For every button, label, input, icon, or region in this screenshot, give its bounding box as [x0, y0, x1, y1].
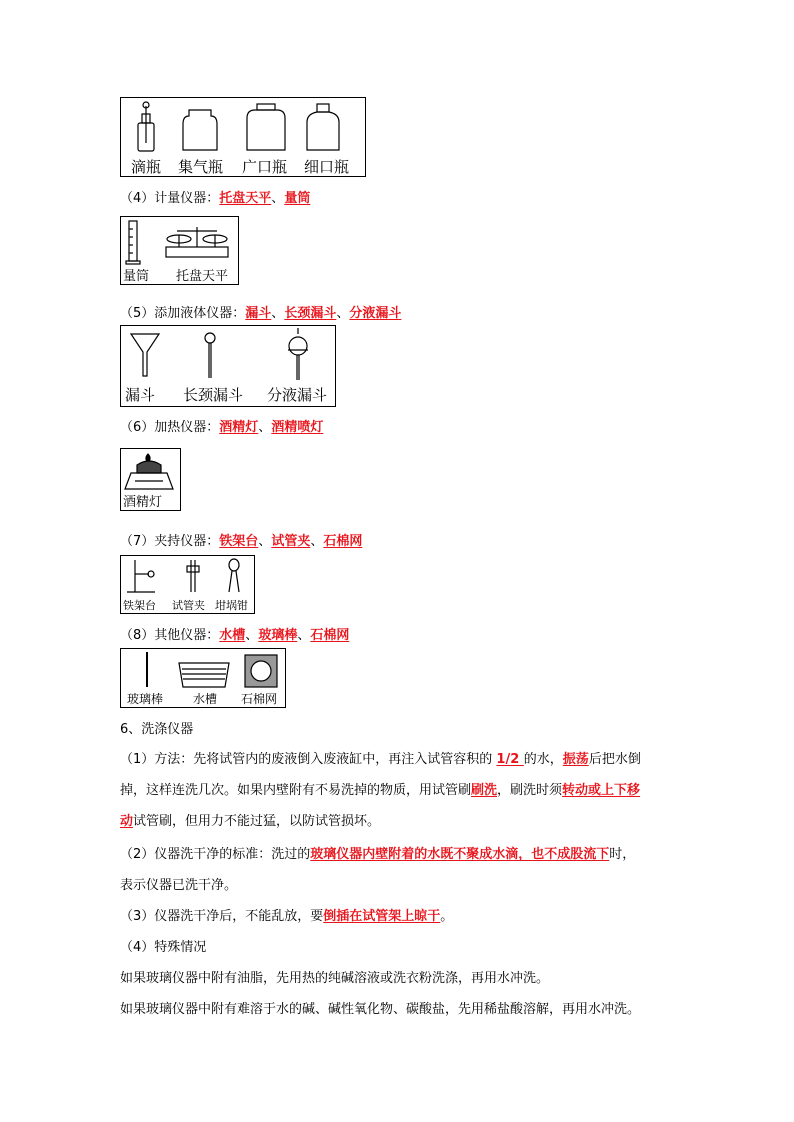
caption-dropper-bottle: 滴瓶: [131, 158, 162, 176]
caption-gas-jar: 集气瓶: [178, 158, 224, 176]
item-asbestos-gauze: 石棉网: [310, 628, 350, 643]
caption-alcohol-lamp: 酒精灯: [123, 495, 163, 510]
item-funnel: 漏斗: [245, 306, 272, 321]
heading-washing: 6、洗涤仪器: [120, 722, 194, 737]
text: （1）方法：先将试管内的废液倒入废液缸中，再注入试管容积的: [120, 752, 497, 767]
separator: 、: [310, 534, 324, 549]
figure-funnels: [120, 325, 336, 407]
caption-wide-mouth-bottle: 广口瓶: [242, 158, 288, 176]
section-8-prefix: （8）其他仪器：: [120, 628, 220, 643]
para-2-line-1: [120, 843, 635, 862]
answer-invert-dry: 倒插在试管架上晾干: [323, 909, 441, 924]
caption-iron-stand: 铁架台: [123, 599, 156, 612]
separator: 、: [258, 534, 272, 549]
caption-separatory-funnel: 分液漏斗: [267, 386, 328, 404]
item-alcohol-lamp: 酒精灯: [219, 420, 259, 435]
figure-other: [120, 648, 286, 708]
caption-crucible-tongs: 坩埚钳: [215, 599, 248, 612]
text: （3）仪器洗干净后，不能乱放，要: [120, 909, 324, 924]
answer-brush: 刷洗: [471, 783, 498, 798]
separator: 、: [258, 420, 272, 435]
para-1-line-1: [120, 748, 641, 767]
figure-holding: [120, 555, 255, 614]
text: （2）仪器洗干净的标准：洗过的: [120, 847, 311, 862]
separator: 、: [336, 306, 350, 321]
item-iron-stand: 铁架台: [219, 534, 259, 549]
item-test-tube-clamp: 试管夹: [271, 534, 311, 549]
para-2-line-2: 表示仪器已洗干净。: [120, 878, 238, 893]
section-4-prefix: （4）计量仪器：: [120, 191, 220, 206]
answer-rotate-move-end: 动: [120, 814, 134, 829]
text: 。: [440, 909, 454, 924]
para-3: [120, 905, 453, 924]
item-glass-rod: 玻璃棒: [258, 628, 298, 643]
item-balance: 托盘天平: [219, 191, 272, 206]
para-1-line-2: [120, 779, 640, 798]
answer-clean-standard: 玻璃仪器内壁附着的水既不聚成水滴，也不成股流下: [310, 847, 610, 862]
item-water-trough: 水槽: [219, 628, 246, 643]
figure-bottles: [120, 97, 366, 177]
caption-test-tube-clamp: 试管夹: [172, 599, 205, 612]
caption-glass-rod: 玻璃棒: [127, 692, 164, 706]
para-4: （4）特殊情况: [120, 940, 207, 955]
answer-rotate-move: 转动或上下移: [562, 783, 641, 798]
answer-half: 1/2: [496, 752, 524, 767]
caption-balance: 托盘天平: [176, 269, 229, 284]
caption-water-trough: 水槽: [193, 692, 218, 706]
caption-funnel: 漏斗: [125, 386, 156, 404]
separator: 、: [297, 628, 311, 643]
figure-measuring: [120, 216, 239, 285]
section-7-prefix: （7）夹持仪器：: [120, 534, 220, 549]
item-alcohol-blowtorch: 酒精喷灯: [271, 420, 324, 435]
text: ，刷洗时须: [497, 783, 563, 798]
item-long-neck-funnel: 长颈漏斗: [284, 306, 337, 321]
text: 时，: [609, 847, 636, 862]
section-4-measuring: [120, 187, 310, 206]
caption-narrow-mouth-bottle: 细口瓶: [304, 158, 350, 176]
caption-long-neck-funnel: 长颈漏斗: [183, 386, 244, 404]
text: 试管刷，但用力不能过猛，以防试管损坏。: [133, 814, 381, 829]
para-6: 如果玻璃仪器中附有难溶于水的碱、碱性氧化物、碳酸盐，先用稀盐酸溶解，再用水冲洗。: [120, 1002, 641, 1017]
caption-asbestos-gauze: 石棉网: [241, 692, 278, 706]
section-5-prefix: （5）添加液体仪器：: [120, 306, 246, 321]
section-7-holding: [120, 530, 362, 549]
text: 掉，这样连洗几次。如果内壁附有不易洗掉的物质，用试管刷: [120, 783, 472, 798]
text: 的水，: [523, 752, 563, 767]
para-5: 如果玻璃仪器中附有油脂，先用热的纯碱溶液或洗衣粉洗涤，再用水冲洗。: [120, 971, 550, 986]
figure-alcohol-lamp: [120, 448, 181, 511]
caption-graduated-cylinder: 量筒: [123, 269, 150, 284]
section-5-liquid-adding: [120, 302, 401, 321]
separator: 、: [245, 628, 259, 643]
section-6-heating: [120, 416, 323, 435]
text: 后把水倒: [588, 752, 641, 767]
item-graduated-cylinder: 量筒: [284, 191, 311, 206]
item-separatory-funnel: 分液漏斗: [349, 306, 402, 321]
item-asbestos-gauze: 石棉网: [323, 534, 363, 549]
section-8-other: [120, 624, 349, 643]
section-6-prefix: （6）加热仪器：: [120, 420, 220, 435]
answer-shake: 振荡: [562, 752, 589, 767]
separator: 、: [271, 306, 285, 321]
separator: 、: [271, 191, 285, 206]
para-1-line-3: [120, 810, 380, 829]
